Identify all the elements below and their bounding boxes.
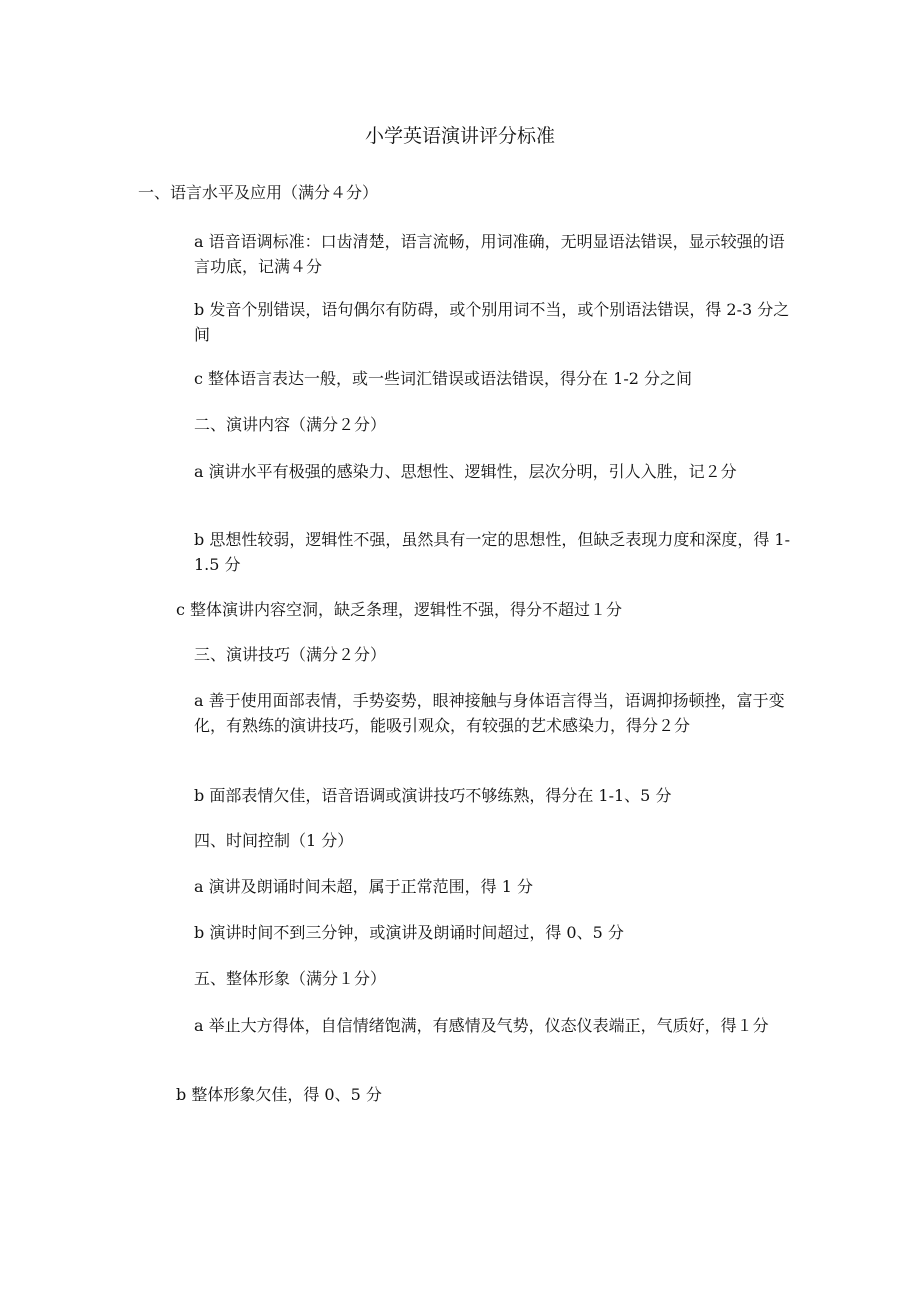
section-2-heading: 二、演讲内容（满分２分） <box>194 415 387 434</box>
section-3-item-b: b 面部表情欠佳，语音语调或演讲技巧不够练熟，得分在 1-1、5 分 <box>194 786 672 805</box>
section-5-item-a: a 举止大方得体，自信情绪饱满，有感情及气势，仪态仪表端正，气质好，得１分 <box>194 1016 769 1035</box>
page-title: 小学英语演讲评分标准 <box>364 125 555 147</box>
section-1-item-c: c 整体语言表达一般，或一些词汇错误或语法错误，得分在 1-2 分之间 <box>194 369 692 388</box>
section-2-item-a: a 演讲水平有极强的感染力、思想性、逻辑性，层次分明，引人入胜，记２分 <box>194 462 737 481</box>
section-5-heading: 五、整体形象（满分１分） <box>194 969 387 988</box>
section-2-item-c: c 整体演讲内容空洞，缺乏条理，逻辑性不强，得分不超过１分 <box>176 600 623 619</box>
section-4-item-a: a 演讲及朗诵时间未超，属于正常范围，得 1 分 <box>194 877 533 896</box>
section-3-item-a: a 善于使用面部表情，手势姿势，眼神接触与身体语言得当，语调抑扬顿挫，富于变化，有熟练的演讲技巧，能吸引观众，有较强的艺术感染力，得分２分 <box>194 691 785 735</box>
section-4-heading: 四、时间控制（1 分） <box>194 831 354 850</box>
section-4-item-b: b 演讲时间不到三分钟，或演讲及朗诵时间超过，得 0、5 分 <box>194 923 624 942</box>
section-1-item-b: b 发音个别错误，语句偶尔有防碍，或个别用词不当，或个别语法错误，得 2-3 分之间 <box>194 300 790 344</box>
section-1-heading: 一、语言水平及应用（满分４分） <box>138 183 379 202</box>
section-2-item-b: b 思想性较弱，逻辑性不强，虽然具有一定的思想性，但缺乏表现力度和深度，得 1-1.5 分 <box>194 530 791 574</box>
section-5-item-b: b 整体形象欠佳，得 0、5 分 <box>176 1085 382 1104</box>
section-1-item-a: a 语音语调标准：口齿清楚，语言流畅，用词准确，无明显语法错误，显示较强的语言功底，记满４分 <box>194 232 785 276</box>
section-3-heading: 三、演讲技巧（满分２分） <box>194 645 387 664</box>
